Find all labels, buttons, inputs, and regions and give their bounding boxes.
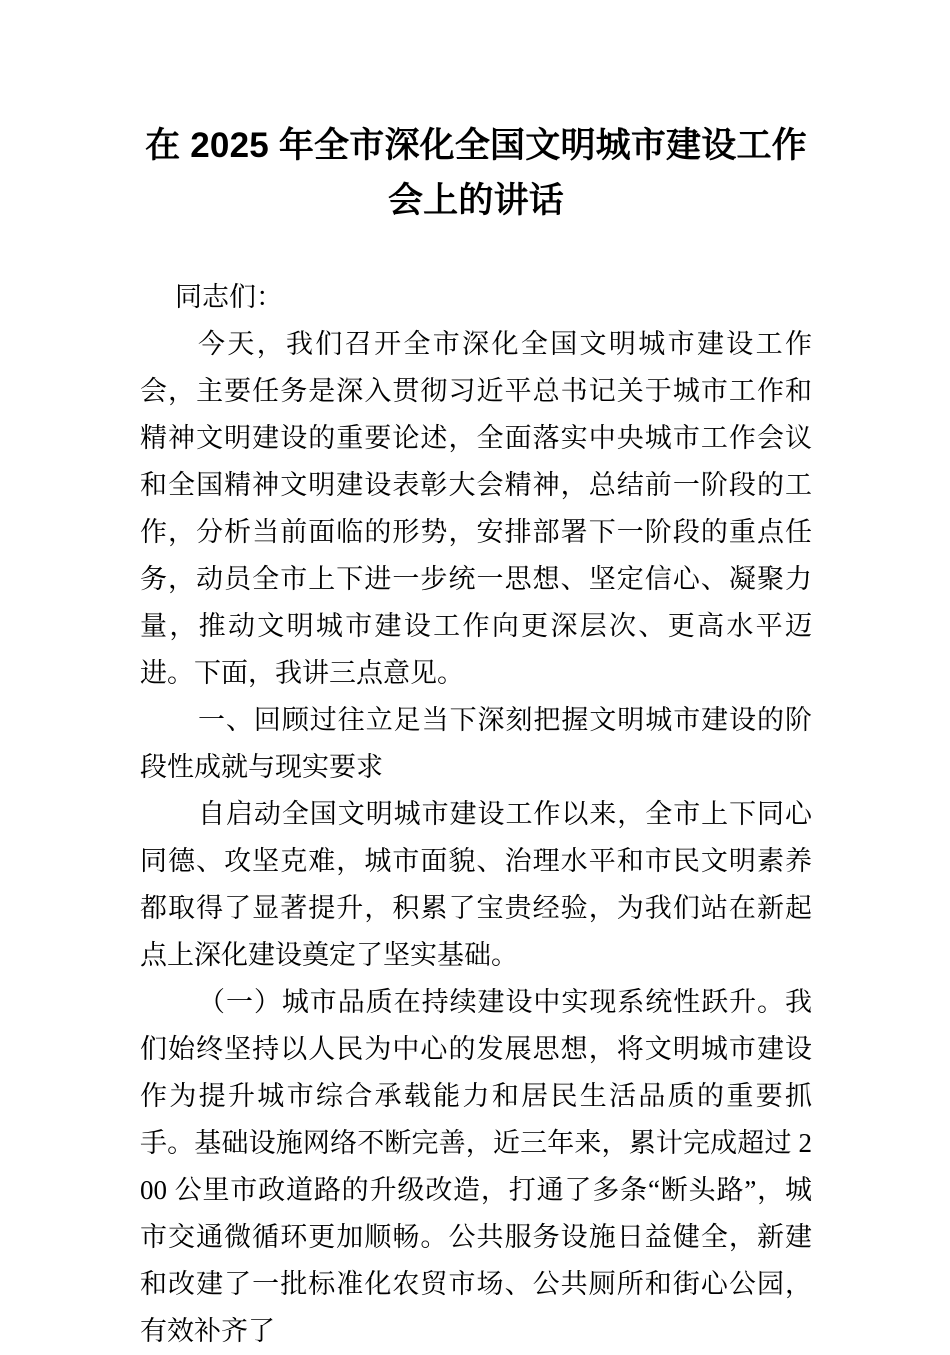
paragraph-section-one-intro: 自启动全国文明城市建设工作以来，全市上下同心同德、攻坚克难，城市面貌、治理水平和市民文明素养都取得了显著提升，积累了宝贵经验，为我们站在新起点上深化建设奠定了坚实基础。 bbox=[140, 799, 812, 970]
paragraph-salutation: 同志们： bbox=[175, 282, 283, 312]
paragraph-subsection-one: （一）城市品质在持续建设中实现系统性跃升。我们始终坚持以人民为中心的发展思想，将文明城市建设作为提升城市综合承载能力和居民生活品质的重要抓手。基础设施网络不断完善，近三年来，累计完成超过 200 公里市政道路的升级改造，打通了多条“断头路”，城市交通微循环更加顺畅。公共服务设施日益健全，新建和改建了一批标准化农贸市场、公共厕所和街心公园，有效补齐了 bbox=[140, 987, 812, 1346]
paragraph-opening: 今天，我们召开全市深化全国文明城市建设工作会，主要任务是深入贯彻习近平总书记关于城市工作和精神文明建设的重要论述，全面落实中央城市工作会议和全国精神文明建设表彰大会精神，总结前一阶段的工作，分析当前面临的形势，安排部署下一阶段的重点任务，动员全市上下进一步统一思想、坚定信心、凝聚力量，推动文明城市建设工作向更深层次、更高水平迈进。下面，我讲三点意见。 bbox=[140, 329, 812, 688]
document-title-line-1: 在 2025 年全市深化全国文明城市建设工作 bbox=[145, 126, 807, 165]
document-title bbox=[140, 0, 812, 228]
document-content-column bbox=[140, 0, 812, 1355]
document-title-line-2: 会上的讲话 bbox=[387, 181, 564, 220]
paragraph-section-one-heading: 一、回顾过往立足当下深刻把握文明城市建设的阶段性成就与现实要求 bbox=[140, 705, 812, 782]
document-body bbox=[140, 274, 812, 1355]
